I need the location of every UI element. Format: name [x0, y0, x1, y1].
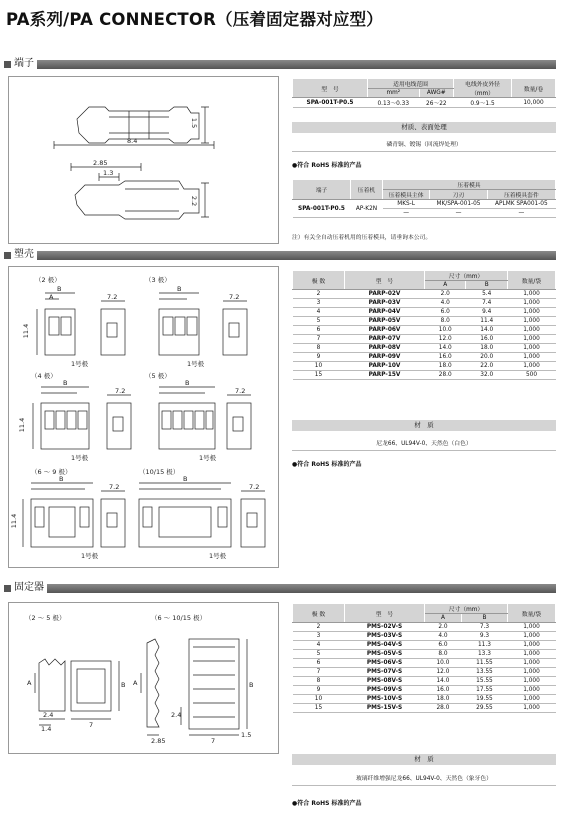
section-header-housing: [4, 249, 556, 261]
table-cell: PARP-09V: [345, 353, 425, 362]
material-header: 材质、表面处理: [292, 122, 556, 133]
table-cell: PARP-02V: [345, 290, 425, 299]
table-cell: 7: [293, 668, 345, 677]
pin1-label: 1号极: [71, 454, 89, 462]
table-cell: 1,000: [508, 650, 556, 659]
table-cell: 20.0: [466, 353, 508, 362]
dim-label: B: [63, 379, 68, 387]
table-cell: 1,000: [508, 290, 556, 299]
table-cell: 18.0: [466, 344, 508, 353]
dim-label: 1.5: [241, 731, 252, 739]
table-cell: 1,000: [508, 641, 556, 650]
crimp-tool-table: 端子 压着机 压着模具 压着模具主体 刀刃 压着模具套件 SPA-001T-P0.5 AP-K2N MKS-L MK/SPA-001-05 APLMK SPA001-05 — — —: [292, 179, 556, 218]
table-cell: 1,000: [508, 677, 556, 686]
page-title: PA系列/PA CONNECTOR（压着固定器对应型）: [6, 10, 383, 29]
table-cell: 1,000: [508, 317, 556, 326]
table-cell: 8.0: [425, 317, 466, 326]
section-bar: [47, 584, 556, 593]
table-cell: 3: [293, 632, 345, 641]
table-cell: 28.0: [425, 704, 462, 713]
table-cell: 15: [293, 704, 345, 713]
table-row: [293, 308, 556, 317]
col-header: 适用电线范围: [368, 79, 454, 89]
table-cell: 4.0: [425, 299, 466, 308]
table-row: [293, 695, 556, 704]
table-cell: 9: [293, 686, 345, 695]
table-cell: PMS-02V-S: [345, 623, 425, 632]
housing-drawings: [9, 267, 280, 569]
table-row: [293, 353, 556, 362]
table-cell: 11.3: [461, 641, 507, 650]
table-cell: 2: [293, 623, 345, 632]
table-row: [293, 317, 556, 326]
table-cell: PMS-07V-S: [345, 668, 425, 677]
material-text: 尼龙66、UL94V-0、天然色（白色）: [292, 438, 556, 451]
table-cell: 6.0: [425, 641, 462, 650]
table-cell: 22.0: [466, 362, 508, 371]
table-cell: 5: [293, 650, 345, 659]
pin1-label: 1号极: [199, 454, 217, 462]
dim-label: B: [121, 681, 126, 689]
footnote: 注）有关全自动压着机用的压着模具，请垂询本公司。: [292, 235, 432, 241]
table-cell: 12.0: [425, 335, 466, 344]
table-cell: PMS-10V-S: [345, 695, 425, 704]
table-cell: 10.0: [425, 326, 466, 335]
drawing-label-10-15-pole: （10/15 极）: [139, 468, 180, 476]
table-cell: 10: [293, 695, 345, 704]
table-row: [293, 371, 556, 380]
dim-label: 7: [211, 737, 216, 745]
table-row: SPA-001T-P0.5 0.13～0.33 26～22 0.9～1.5 10,000: [293, 98, 556, 108]
table-cell: PARP-07V: [345, 335, 425, 344]
table-cell: 6: [293, 659, 345, 668]
table-cell: PMS-09V-S: [345, 686, 425, 695]
table-cell: 6: [293, 326, 345, 335]
table-cell: 1,000: [508, 335, 556, 344]
table-row: [293, 335, 556, 344]
table-row: [293, 326, 556, 335]
section-bar: [37, 60, 556, 69]
section-bar: [37, 251, 556, 260]
material-header: 材 质: [292, 420, 556, 431]
table-cell: 1,000: [508, 695, 556, 704]
table-cell: 12.0: [425, 668, 462, 677]
dim-label: A: [49, 293, 54, 301]
table-row: [293, 668, 556, 677]
dim-label: 8.4: [127, 137, 138, 145]
table-row: [293, 299, 556, 308]
table-cell: PMS-04V-S: [345, 641, 425, 650]
table-cell: 16.0: [425, 686, 462, 695]
rohs-note: ●符合 RoHS 标准的产品: [292, 800, 362, 807]
drawing-label-4-pole: （4 极）: [31, 372, 57, 380]
dim-label: 1.4: [41, 725, 52, 733]
drawing-label-6-9-pole: （6 ～ 9 极）: [31, 468, 72, 476]
table-cell: 3: [293, 299, 345, 308]
table-cell: 7.4: [466, 299, 508, 308]
col-header: 电线外皮外径 （mm）: [454, 79, 512, 98]
table-cell: 13.3: [461, 650, 507, 659]
dim-label: 11.4: [10, 513, 19, 529]
table-cell: 1,000: [508, 659, 556, 668]
table-cell: 10.0: [425, 659, 462, 668]
table-cell: 2.0: [425, 623, 462, 632]
table-cell: 29.55: [461, 704, 507, 713]
retainer-drawing-box: [8, 602, 279, 754]
table-cell: 1,000: [508, 326, 556, 335]
dim-label: B: [185, 379, 190, 387]
dim-label: A: [27, 679, 32, 687]
pin1-label: 1号极: [209, 552, 227, 560]
dim-label: 7.2: [107, 293, 118, 301]
table-cell: PARP-05V: [345, 317, 425, 326]
table-cell: 1,000: [508, 668, 556, 677]
housing-drawing-box: [8, 266, 279, 568]
table-cell: PMS-03V-S: [345, 632, 425, 641]
section-title-retainer: 固定器: [14, 582, 44, 593]
table-cell: 32.0: [466, 371, 508, 380]
table-row: [293, 686, 556, 695]
table-cell: 1,000: [508, 623, 556, 632]
material-text: 玻璃纤维增强尼龙66、UL94V-0、天然色（象牙色）: [292, 773, 556, 786]
terminal-spec-table: [292, 78, 556, 108]
drawing-label-6-15-pole: （6 ～ 10/15 极）: [151, 614, 207, 622]
table-cell: 500: [508, 371, 556, 380]
section-header-retainer: [4, 582, 556, 594]
table-row: [293, 641, 556, 650]
table-cell: 14.0: [425, 677, 462, 686]
section-marker: [4, 61, 11, 68]
table-row: [293, 623, 556, 632]
table-cell: 13.55: [461, 668, 507, 677]
dim-label: 2.4: [43, 711, 54, 719]
pin1-label: 1号极: [71, 360, 89, 368]
table-cell: 15: [293, 371, 345, 380]
dim-label: B: [183, 475, 188, 483]
material-header: 材 质: [292, 754, 556, 765]
table-cell: 14.0: [466, 326, 508, 335]
table-cell: 1,000: [508, 308, 556, 317]
dim-label: B: [177, 285, 182, 293]
drawing-label-2-5-pole: （2 ～ 5 极）: [25, 614, 66, 622]
pin1-label: 1号极: [187, 360, 205, 368]
dim-label: 1.3: [103, 169, 114, 177]
table-cell: 18.0: [425, 695, 462, 704]
col-header: 型 号: [293, 79, 368, 98]
table-cell: 8: [293, 344, 345, 353]
dim-label: 2.4: [171, 711, 182, 719]
dim-label: B: [59, 475, 64, 483]
dim-label: 1.5: [190, 117, 199, 129]
table-cell: 5: [293, 317, 345, 326]
dim-label: 7.2: [249, 483, 260, 491]
table-cell: 11.4: [466, 317, 508, 326]
table-cell: PMS-06V-S: [345, 659, 425, 668]
table-cell: PARP-08V: [345, 344, 425, 353]
table-cell: 1,000: [508, 353, 556, 362]
rohs-note: ●符合 RoHS 标准的产品: [292, 162, 362, 169]
table-cell: 1,000: [508, 362, 556, 371]
table-cell: 5.4: [466, 290, 508, 299]
table-cell: 9: [293, 353, 345, 362]
table-cell: PARP-06V: [345, 326, 425, 335]
dim-label: 2.85: [93, 159, 108, 167]
table-cell: 11.55: [461, 659, 507, 668]
table-cell: 7: [293, 335, 345, 344]
table-row: [293, 650, 556, 659]
material-text: 磷青铜、镀锡（回流焊处理）: [292, 139, 556, 152]
table-cell: 16.0: [466, 335, 508, 344]
table-row: [293, 677, 556, 686]
dim-label: A: [133, 679, 138, 687]
dim-label: 7.2: [109, 483, 120, 491]
table-row: [293, 344, 556, 353]
table-row: [293, 290, 556, 299]
table-row: [293, 362, 556, 371]
section-marker: [4, 252, 11, 259]
drawing-label-5-pole: （5 极）: [145, 372, 171, 380]
table-cell: 1,000: [508, 299, 556, 308]
dim-label: B: [249, 681, 254, 689]
col-header: AWG#: [419, 89, 454, 98]
table-cell: 16.0: [425, 353, 466, 362]
table-cell: 15.55: [461, 677, 507, 686]
table-cell: 4: [293, 308, 345, 317]
dim-label: 11.4: [18, 417, 27, 433]
section-title-housing: 塑壳: [14, 249, 34, 260]
dim-label: 7.2: [229, 293, 240, 301]
dim-label: 11.4: [22, 323, 31, 339]
table-cell: 8: [293, 677, 345, 686]
table-cell: 9.3: [461, 632, 507, 641]
table-cell: 10: [293, 362, 345, 371]
retainer-spec-table: 极 数 型 号 尺寸（mm） 数量/袋 A B 2 PMS-02V-S 2.0 7.3 1,000 3 PMS-03V-S 4.0 9.3 1,000 4 PMS-04V-S 6.0 11.3 1,000 5 PMS-05V-S 8.0 13.3 1,000 6 PMS-06V-S 10.0 11.55 1,000 7 PMS-07V-S 12.0 13.55 1,000 8 PMS-08V-S 14.0 15.55 1,000 9 PMS-09V-S 16.0 17.55 1,000 10 PMS-10V-S 18.0 19.55 1,000 15 PMS-15V-S 28.0 29.55 1,000: [292, 603, 556, 713]
table-cell: 6.0: [425, 308, 466, 317]
section-title-terminal: 端子: [14, 58, 34, 69]
table-row: [293, 659, 556, 668]
table-cell: 7.3: [461, 623, 507, 632]
terminal-drawing-box: [8, 76, 279, 244]
table-cell: 2: [293, 290, 345, 299]
table-cell: 1,000: [508, 686, 556, 695]
table-cell: 17.55: [461, 686, 507, 695]
table-row: [293, 704, 556, 713]
table-row: SPA-001T-P0.5 AP-K2N MKS-L MK/SPA-001-05 APLMK SPA001-05: [293, 200, 556, 209]
drawing-label-2-pole: （2 极）: [35, 276, 61, 284]
dim-label: B: [57, 285, 62, 293]
table-cell: 9.4: [466, 308, 508, 317]
col-header: mm²: [368, 89, 420, 98]
table-cell: PMS-15V-S: [345, 704, 425, 713]
table-cell: 18.0: [425, 362, 466, 371]
housing-spec-table: 极 数 型 号 尺寸（mm） 数量/袋 A B 2 PARP-02V 2.0 5.4 1,000 3 PARP-03V 4.0 7.4 1,000 4 PARP-04V 6.0 9.4 1,000 5 PARP-05V 8.0 11.4 1,000 6 PARP-06V 10.0 14.0 1,000 7 PARP-07V 12.0 16.0 1,000 8 PARP-08V 14.0 18.0 1,000 9 PARP-09V 16.0 20.0 1,000 10 PARP-10V 18.0 22.0 1,000 15 PARP-15V 28.0 32.0 500: [292, 270, 556, 380]
table-cell: PMS-08V-S: [345, 677, 425, 686]
table-cell: 2.0: [425, 290, 466, 299]
dim-label: 2.85: [151, 737, 166, 745]
table-cell: 14.0: [425, 344, 466, 353]
table-cell: 1,000: [508, 704, 556, 713]
table-cell: 28.0: [425, 371, 466, 380]
table-cell: 4.0: [425, 632, 462, 641]
dim-label: 7.2: [235, 387, 246, 395]
table-cell: 4: [293, 641, 345, 650]
table-cell: PARP-15V: [345, 371, 425, 380]
dim-label: 2.2: [190, 195, 199, 207]
rohs-note: ●符合 RoHS 标准的产品: [292, 461, 362, 468]
table-cell: 1,000: [508, 344, 556, 353]
table-cell: PARP-10V: [345, 362, 425, 371]
dim-label: 7: [89, 721, 94, 729]
table-cell: PARP-04V: [345, 308, 425, 317]
terminal-drawing: [9, 77, 280, 245]
pin1-label: 1号极: [81, 552, 99, 560]
table-cell: 1,000: [508, 632, 556, 641]
table-cell: PARP-03V: [345, 299, 425, 308]
dim-label: 7.2: [115, 387, 126, 395]
table-cell: PMS-05V-S: [345, 650, 425, 659]
table-row: [293, 632, 556, 641]
table-cell: 8.0: [425, 650, 462, 659]
table-row: — — —: [293, 209, 556, 218]
drawing-label-3-pole: （3 极）: [145, 276, 171, 284]
section-marker: [4, 585, 11, 592]
table-cell: 19.55: [461, 695, 507, 704]
section-header-terminal: [4, 58, 556, 70]
col-header: 数量/卷: [512, 79, 556, 98]
